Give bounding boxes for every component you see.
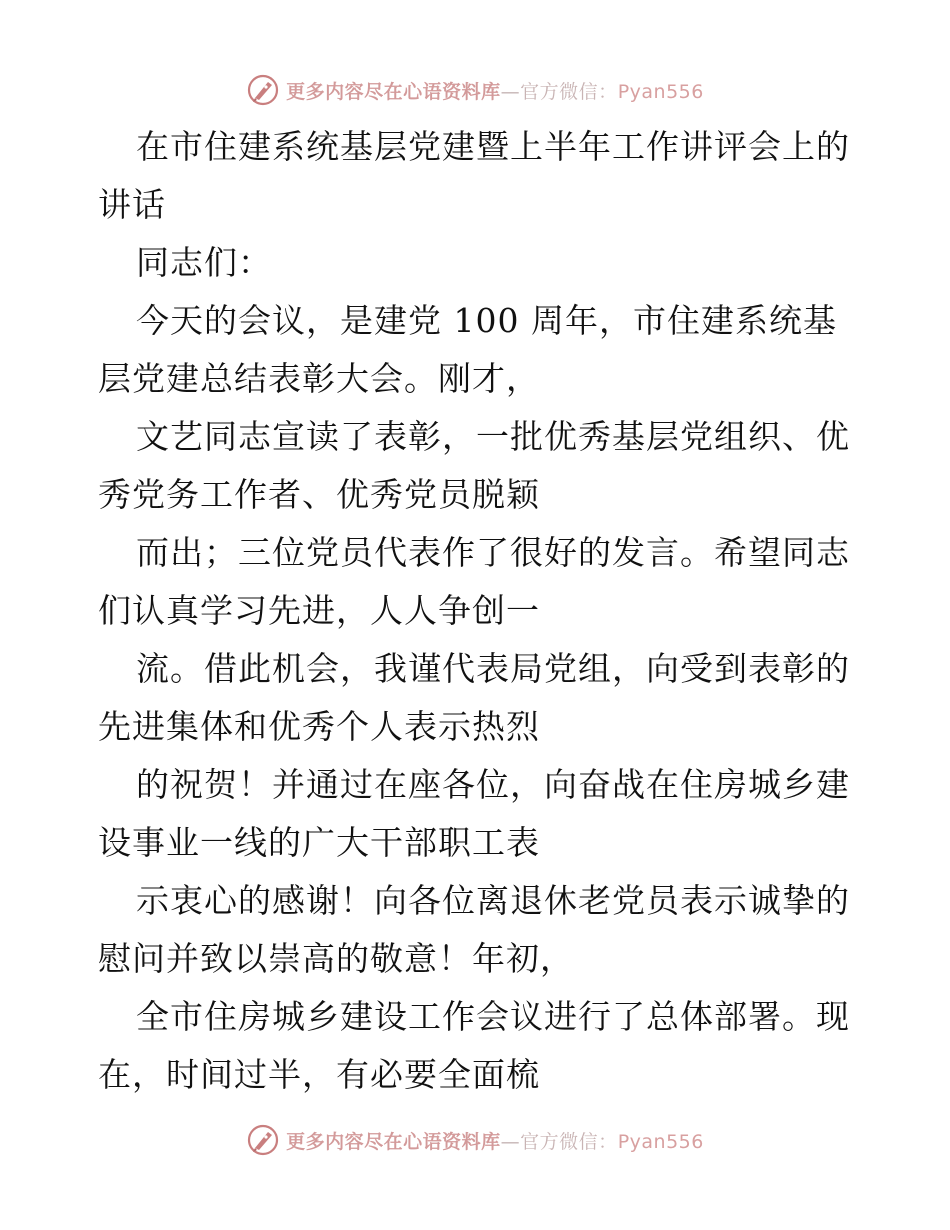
watermark-wechat-id: Pyan556 [617, 1130, 704, 1153]
watermark-brand: 更多内容尽在心语资料库 [286, 80, 501, 103]
text-line: 流。借此机会，我谨代表局党组，向受到表彰的 [136, 649, 850, 688]
watermark-brand: 更多内容尽在心语资料库 [286, 1130, 501, 1153]
text-line: 讲话 [98, 185, 166, 224]
watermark-label: 官方微信： [520, 1130, 618, 1153]
text-line: 在市住建系统基层党建暨上半年工作讲评会上的 [136, 127, 850, 166]
text-line: 示衷心的感谢！向各位离退休老党员表示诚挚的 [136, 881, 850, 920]
text-line: 们认真学习先进，人人争创一 [98, 591, 540, 630]
footer-watermark [0, 1122, 950, 1158]
document-body [98, 118, 858, 1104]
text-line: 在，时间过半，有必要全面梳 [98, 1055, 540, 1094]
text-line: 文艺同志宣读了表彰，一批优秀基层党组织、优 [136, 417, 850, 456]
header-watermark [0, 72, 950, 108]
text-line: 今天的会议，是建党 100 周年，市住建系统基 [136, 301, 837, 340]
watermark-separator: — [500, 80, 521, 103]
text-line: 先进集体和优秀个人表示热烈 [98, 707, 540, 746]
watermark-text [286, 1127, 704, 1154]
watermark-text [286, 77, 704, 104]
fountain-pen-logo-icon [246, 73, 280, 107]
text-line: 全市住房城乡建设工作会议进行了总体部署。现 [136, 997, 850, 1036]
fountain-pen-logo-icon [246, 1123, 280, 1157]
watermark-wechat-id: Pyan556 [617, 80, 704, 103]
text-line: 的祝贺！并通过在座各位，向奋战在住房城乡建 [136, 765, 850, 804]
text-line: 设事业一线的广大干部职工表 [98, 823, 540, 862]
text-line: 而出；三位党员代表作了很好的发言。希望同志 [136, 533, 850, 572]
watermark-separator: — [500, 1130, 521, 1153]
text-line: 秀党务工作者、优秀党员脱颖 [98, 475, 540, 514]
text-line: 层党建总结表彰大会。刚才， [98, 359, 540, 398]
text-line: 同志们： [136, 243, 272, 282]
watermark-label: 官方微信： [520, 80, 618, 103]
text-line: 慰问并致以崇高的敬意！年初， [98, 939, 574, 978]
